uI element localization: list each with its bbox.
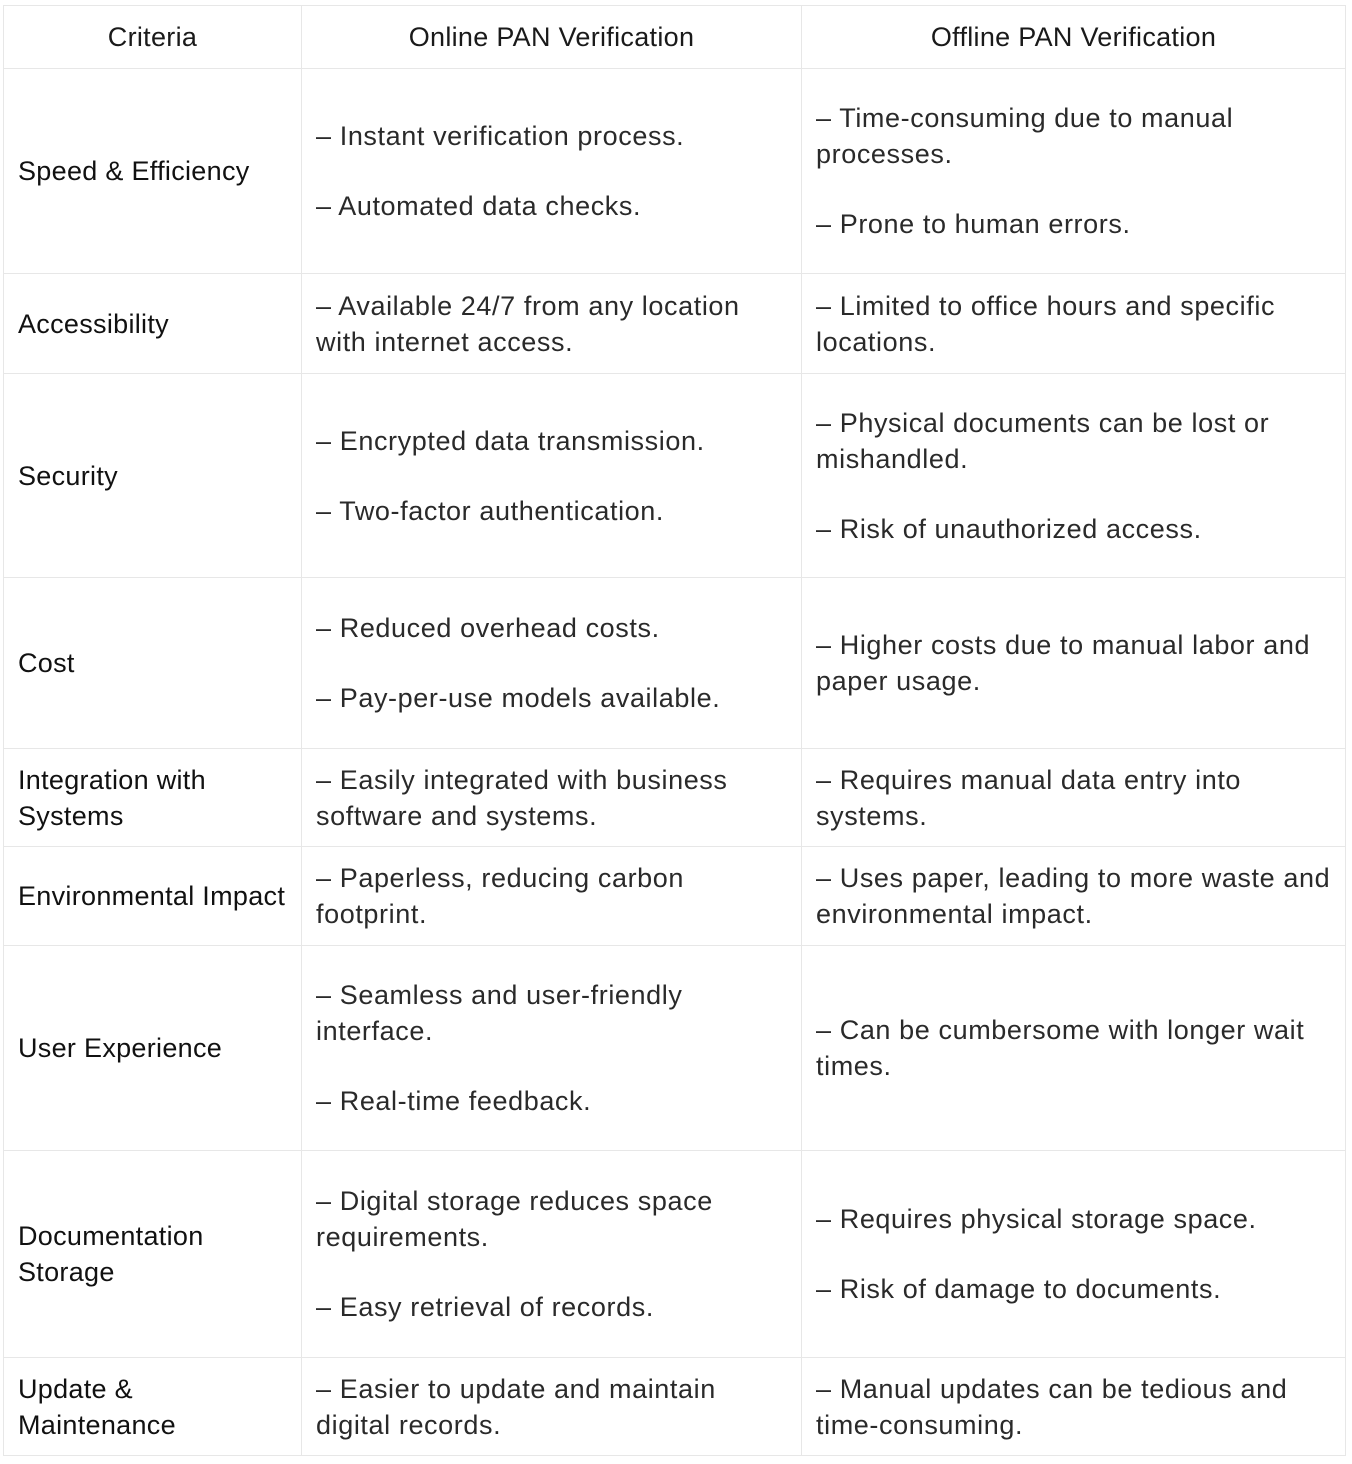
online-cell — [302, 1358, 802, 1456]
header-online: Online PAN Verification — [302, 6, 802, 69]
criteria-cell: Documentation Storage — [4, 1151, 302, 1358]
header-offline: Offline PAN Verification — [802, 6, 1346, 69]
online-cell — [302, 749, 802, 847]
offline-cell — [802, 274, 1346, 374]
list-item: – Limited to office hours and specific locations. — [816, 290, 1276, 357]
header-criteria: Criteria — [4, 6, 302, 69]
list-item: – Reduced overhead costs. — [316, 613, 660, 643]
list-item: – Requires physical storage space. — [816, 1204, 1257, 1234]
list-item: – Requires manual data entry into systems. — [816, 764, 1242, 831]
offline-cell — [802, 946, 1346, 1151]
list-item: – Physical documents can be lost or mishandled. — [816, 407, 1270, 474]
list-item: – Easy retrieval of records. — [316, 1292, 654, 1322]
criteria-cell: Accessibility — [4, 274, 302, 374]
table-row — [4, 847, 1346, 946]
list-item: – Risk of unauthorized access. — [816, 513, 1202, 544]
offline-cell — [802, 374, 1346, 578]
list-item: – Seamless and user-friendly interface. — [316, 980, 683, 1046]
list-item: – Higher costs due to manual labor and paper usage. — [816, 630, 1311, 696]
list-item: – Available 24/7 from any location with internet access. — [316, 290, 740, 357]
table-row — [4, 374, 1346, 578]
list-item: – Manual updates can be tedious and time-consuming. — [816, 1373, 1288, 1440]
online-cell — [302, 374, 802, 578]
list-item: – Encrypted data transmission. — [316, 425, 705, 456]
criteria-cell: Integration with Systems — [4, 749, 302, 847]
list-item: – Pay-per-use models available. — [316, 683, 721, 713]
list-item: – Can be cumbersome with longer wait times. — [816, 1015, 1305, 1081]
criteria-cell: Speed & Efficiency — [4, 69, 302, 274]
header-row — [4, 6, 1346, 69]
criteria-cell: Cost — [4, 578, 302, 749]
table-row — [4, 69, 1346, 274]
table-row — [4, 578, 1346, 749]
offline-cell — [802, 749, 1346, 847]
table-row — [4, 274, 1346, 374]
offline-cell — [802, 847, 1346, 946]
comparison-table — [3, 5, 1346, 1456]
list-item: – Easily integrated with business software and systems. — [316, 764, 728, 831]
online-cell — [302, 69, 802, 274]
list-item: – Two-factor authentication. — [316, 495, 664, 526]
list-item: – Risk of damage to documents. — [816, 1274, 1222, 1304]
online-cell — [302, 847, 802, 946]
table-row — [4, 1151, 1346, 1358]
list-item: – Paperless, reducing carbon footprint. — [316, 863, 685, 929]
list-item: – Prone to human errors. — [816, 209, 1131, 239]
online-cell — [302, 274, 802, 374]
offline-cell — [802, 578, 1346, 749]
online-cell — [302, 1151, 802, 1358]
online-cell — [302, 946, 802, 1151]
list-item: – Uses paper, leading to more waste and environmental impact. — [816, 863, 1331, 929]
criteria-cell: User Experience — [4, 946, 302, 1151]
offline-cell — [802, 1151, 1346, 1358]
table-row — [4, 1358, 1346, 1456]
list-item: – Instant verification process. — [316, 121, 685, 151]
criteria-cell: Security — [4, 374, 302, 578]
list-item: – Time-consuming due to manual processes. — [816, 103, 1234, 169]
list-item: – Digital storage reduces space requirements. — [316, 1186, 713, 1252]
list-item: – Automated data checks. — [316, 191, 642, 221]
list-item: – Real-time feedback. — [316, 1086, 592, 1116]
criteria-cell: Environmental Impact — [4, 847, 302, 946]
list-item: – Easier to update and maintain digital records. — [316, 1373, 716, 1440]
table-row — [4, 946, 1346, 1151]
table-row — [4, 749, 1346, 847]
offline-cell — [802, 69, 1346, 274]
criteria-cell: Update & Maintenance — [4, 1358, 302, 1456]
offline-cell — [802, 1358, 1346, 1456]
online-cell — [302, 578, 802, 749]
